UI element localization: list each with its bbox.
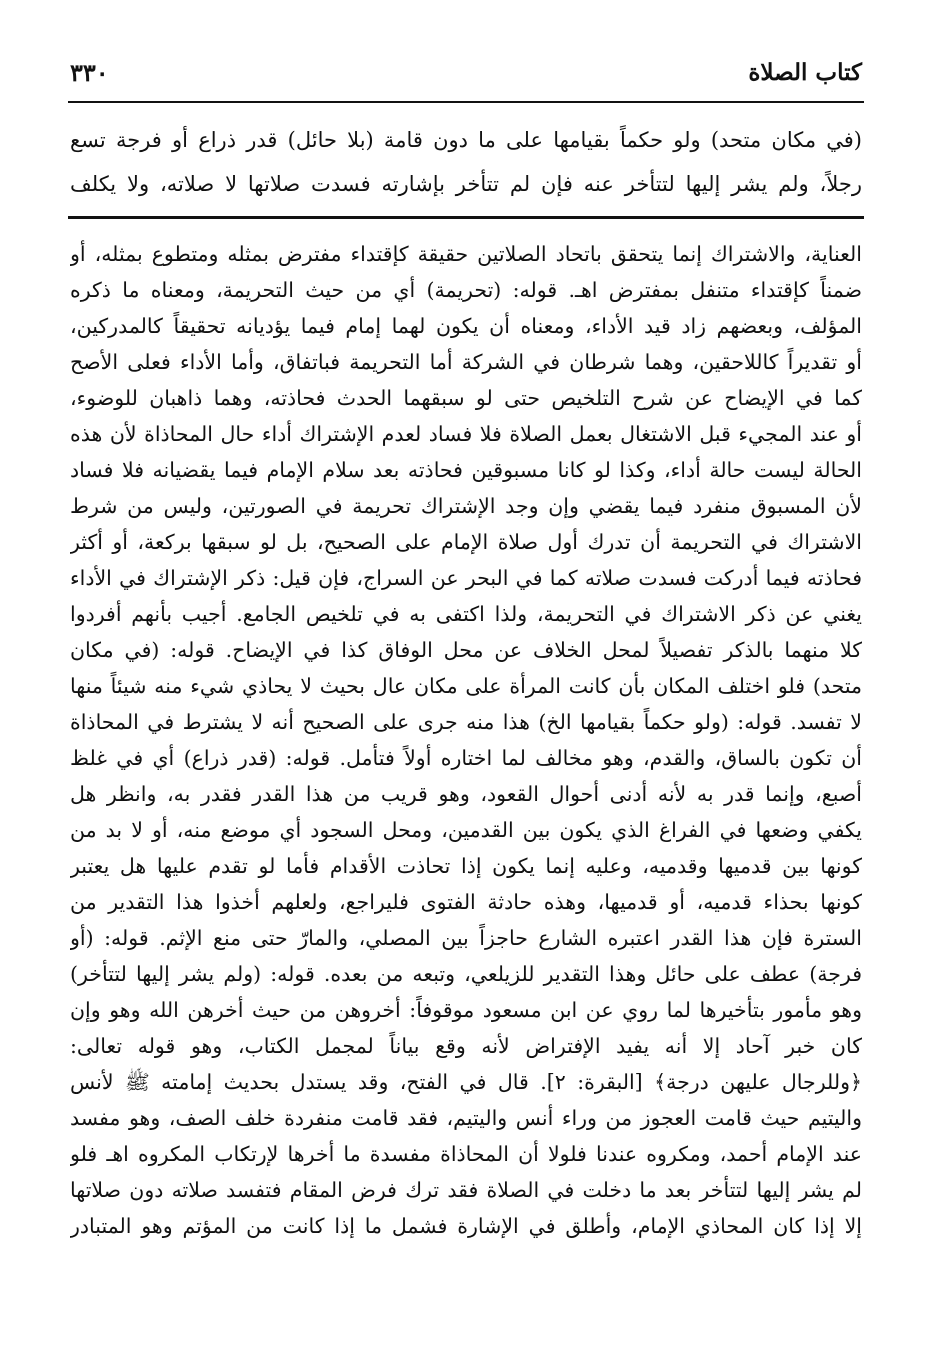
commentary-divider [68,216,864,219]
commentary-line: أن تكون بالساق، والقدم، وهو مخالف لما اختاره أولاً فتأمل. قوله: (قدر ذراع) أي في غلظ [70,746,862,770]
commentary-line: كما في الإيضاح عن شرح التلخيص حتى لو سبقهما الحدث فحاذته، وهما ذاهبان للوضوء، [70,386,862,410]
commentary-line: المؤلف، وبعضهم زاد قيد الأداء، ومعناه أن يكون لهما إمام فيما يؤديانه تحقيقاً كالمدركين، [70,314,862,338]
commentary-line: العناية، والاشتراك إنما يتحقق باتحاد الصلاتين حقيقة كإقتداء مفترض بمثله ومتطوع بمثله، أو [70,242,862,266]
commentary-line: الاشتراك في التحريمة أن تدرك أول صلاة الإمام على الصحيح، بل لو سبقها بركعة، أو أكثر [70,530,862,554]
main-text-line: رجلاً، ولم يشر إليها لتتأخر عنه فإن لم تتأخر بإشارته فسدت صلاتها لا صلاته، ولا يكلف [70,172,862,196]
commentary-line: ﴿وللرجال عليهن درجة﴾ [البقرة: ٢]. قال في الفتح، وقد يستدل بحديث إمامته ﷺ لأنس [70,1070,862,1094]
commentary-line: كلا منهما بالذكر تفصيلاً لمحل الخلاف عن محل الوفاق كذا في الإيضاح. قوله: (في مكان [70,638,862,662]
commentary-line: كان خبر آحاد إلا أنه يفيد الإفتراض لأنه وقع بياناً لمجمل الكتاب، وهو قوله تعالى: [70,1034,862,1058]
commentary-line: ضمناً كإقتداء متنفل بمفترض اهـ. قوله: (تحريمة) أي من حيث التحريمة، ومعناه ما ذكره [70,278,862,302]
main-text [70,118,862,206]
commentary-line: السترة فإن هذا القدر اعتبره الشارع حاجزاً بين المصلي، والمارّ حتى منع الإثم. قوله: (أو [70,926,862,950]
chapter-title: كتاب الصلاة [748,58,862,86]
commentary-line: لا تفسد. قوله: (ولو حكماً بقيامها الخ) هذا منه جرى على الصحيح أنه لا يشترط في المحاذاة [70,710,862,734]
commentary-line: يغني عن ذكر الاشتراك في التحريمة، ولذا اكتفى به في تلخيص الجامع. أجيب بأنهم أفردوا [70,602,862,626]
commentary-line: وهو مأمور بتأخيرها لما روي عن ابن مسعود موقوفاً: أخروهن من حيث أخرهن الله وهو وإن [70,998,862,1022]
commentary-line: أو عند المجيء قبل الاشتغال بعمل الصلاة فلا فساد لعدم الإشتراك أداء حال المحاذاة لأن هذه [70,422,862,446]
commentary-text [70,236,862,1244]
commentary-line: فرجة) عطف على حائل وهذا التقدير للزيلعي، وتبعه من بعده. قوله: (ولم يشر إليها لتتأخر) [70,962,862,986]
commentary-line: عند الإمام أحمد، ومكروه عندنا فلولا أن المحاذاة مفسدة ما أخرها لإرتكاب المكروه اهـ فلو [70,1142,862,1166]
commentary-line: لم يشر إليها لتتأخر بعد ما دخلت في الصلاة فقد ترك فرض المقام فتفسد صلاته دون صلاتها [70,1178,862,1202]
page-number: ٣٣٠ [70,57,109,87]
commentary-line: لأن المسبوق منفرد فيما يقضي وإن وجد الإشتراك تحريمة في الصورتين، وليس من شرط [70,494,862,518]
main-text-line: (في مكان متحد) ولو حكماً بقيامها على ما دون قامة (بلا حائل) قدر ذراع أو فرجة تسع [70,128,862,152]
commentary-line: كونها بين قدميها وقدميه، وعليه إنما يكون إذا تحاذت الأقدام فأما لو تقدم عليها هل يعتبر [70,854,862,878]
commentary-line: كونها بحذاء قدميه، أو قدميها، وهذه حادثة الفتوى فليراجع، ولعلهم أخذوا هذا التقدير من [70,890,862,914]
page-header [70,52,862,92]
commentary-line: فحاذته فيما أدركت فسدت صلاته كما في البحر عن السراج، فإن قيل: ذكر الإشتراك في الأداء [70,566,862,590]
commentary-line: إلا إذا كان المحاذي الإمام، وأطلق في الإشارة فشمل ما إذا كانت من المؤتم وهو المتبادر [70,1214,862,1238]
commentary-line: واليتيم حيث قامت العجوز من وراء أنس واليتيم، فقد قامت منفردة خلف الصف، وهو مفسد [70,1106,862,1130]
commentary-line: يكفي وضعها في الفراغ الذي يكون بين القدمين، ومحل السجود أي موضع منه، أو لا بد من [70,818,862,842]
commentary-line: أصبع، وإنما قدر به لأنه أدنى أحوال القعود، وهو قريب من هذا القدر فقدر به، وانظر هل [70,782,862,806]
header-divider [68,101,864,103]
commentary-line: الحالة ليست حالة أداء، وكذا لو كانا مسبوقين فحاذته بعد سلام الإمام فيما يقضيانه فلا فساد [70,458,862,482]
commentary-line: أو تقديراً كاللاحقين، وهما شرطان في الشركة أما التحريمة فباتفاق، وأما الأداء فعلى الأصح [70,350,862,374]
commentary-line: متحد) فلو اختلف المكان بأن كانت المرأة على مكان عال بحيث لا يحاذي شيء منه شيئاً منها [70,674,862,698]
